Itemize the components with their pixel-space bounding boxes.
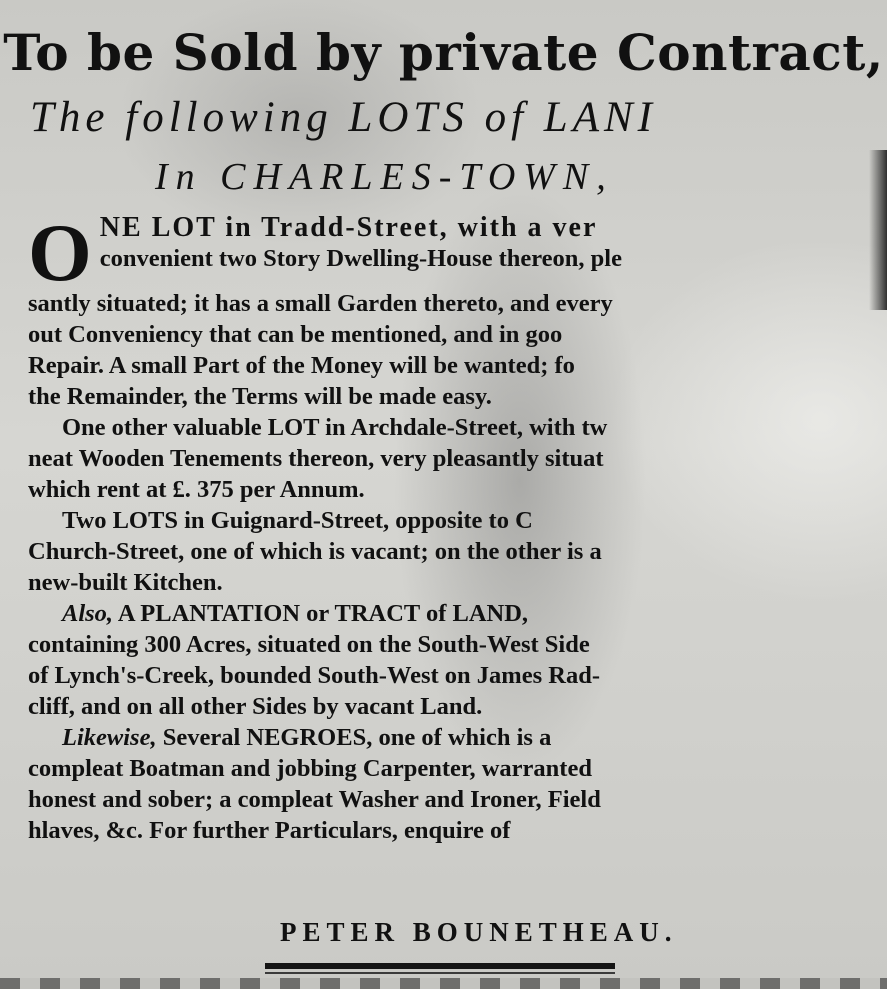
ad-subtitle: The following LOTS of LANI <box>30 94 657 141</box>
paragraph-guignard-street <box>28 505 858 598</box>
signature: PETER BOUNETHEAU. <box>280 917 678 947</box>
text-line: santly situated; it has a small Garden thereto, and every <box>28 290 613 317</box>
text-line: the Remainder, the Terms will be made easy. <box>28 383 492 410</box>
text-line: containing 300 Acres, situated on the South-West Side <box>28 631 590 658</box>
lead-word: Likewise, <box>62 724 157 751</box>
paragraph-tradd-street <box>28 207 858 412</box>
paragraph-archdale-street <box>28 412 858 505</box>
text-line: honest and sober; a compleat Washer and Ironer, Field <box>28 786 601 813</box>
cropped-next-line <box>0 978 887 989</box>
drop-cap: O <box>28 207 92 298</box>
text-line: new-built Kitchen. <box>28 569 223 596</box>
text-line: One other valuable LOT in Archdale-Street, with tw <box>62 414 608 441</box>
text-line: convenient two Story Dwelling-House thereon, ple <box>99 245 622 272</box>
text-line <box>28 722 858 753</box>
ad-location: In CHARLES-TOWN, <box>155 156 614 198</box>
page-edge-shadow <box>869 150 887 310</box>
text-line: cliff, and on all other Sides by vacant Land. <box>28 693 483 720</box>
ad-body <box>28 207 858 846</box>
text-line: compleat Boatman and jobbing Carpenter, warranted <box>28 755 592 782</box>
text-line: Church-Street, one of which is vacant; on the other is a <box>28 538 602 565</box>
divider-rule <box>265 963 615 969</box>
text-line: Two LOTS in Guignard-Street, opposite to C <box>62 507 533 534</box>
text-line: which rent at £. 375 per Annum. <box>28 476 365 503</box>
text-segment: A PLANTATION or TRACT of LAND, <box>117 600 529 627</box>
divider-rule-thin <box>265 972 615 974</box>
text-segment: Several NEGROES, one of which is a <box>162 724 552 751</box>
text-line: NE LOT in Tradd-Street, with a ver <box>99 212 598 243</box>
text-line: hlaves, &c. For further Particulars, enquire of <box>28 817 511 844</box>
ad-title: To be Sold by private Contract, <box>3 23 884 82</box>
text-line: Repair. A small Part of the Money will be wanted; fo <box>28 352 575 379</box>
text-line <box>28 598 858 629</box>
text-line: neat Wooden Tenements thereon, very pleasantly situat <box>28 445 604 472</box>
paragraph-negroes <box>28 722 858 846</box>
text-line: of Lynch's-Creek, bounded South-West on James Rad- <box>28 662 600 689</box>
text-line: out Conveniency that can be mentioned, and in goo <box>28 321 563 348</box>
lead-word: Also, <box>62 600 114 627</box>
paragraph-plantation <box>28 598 858 722</box>
